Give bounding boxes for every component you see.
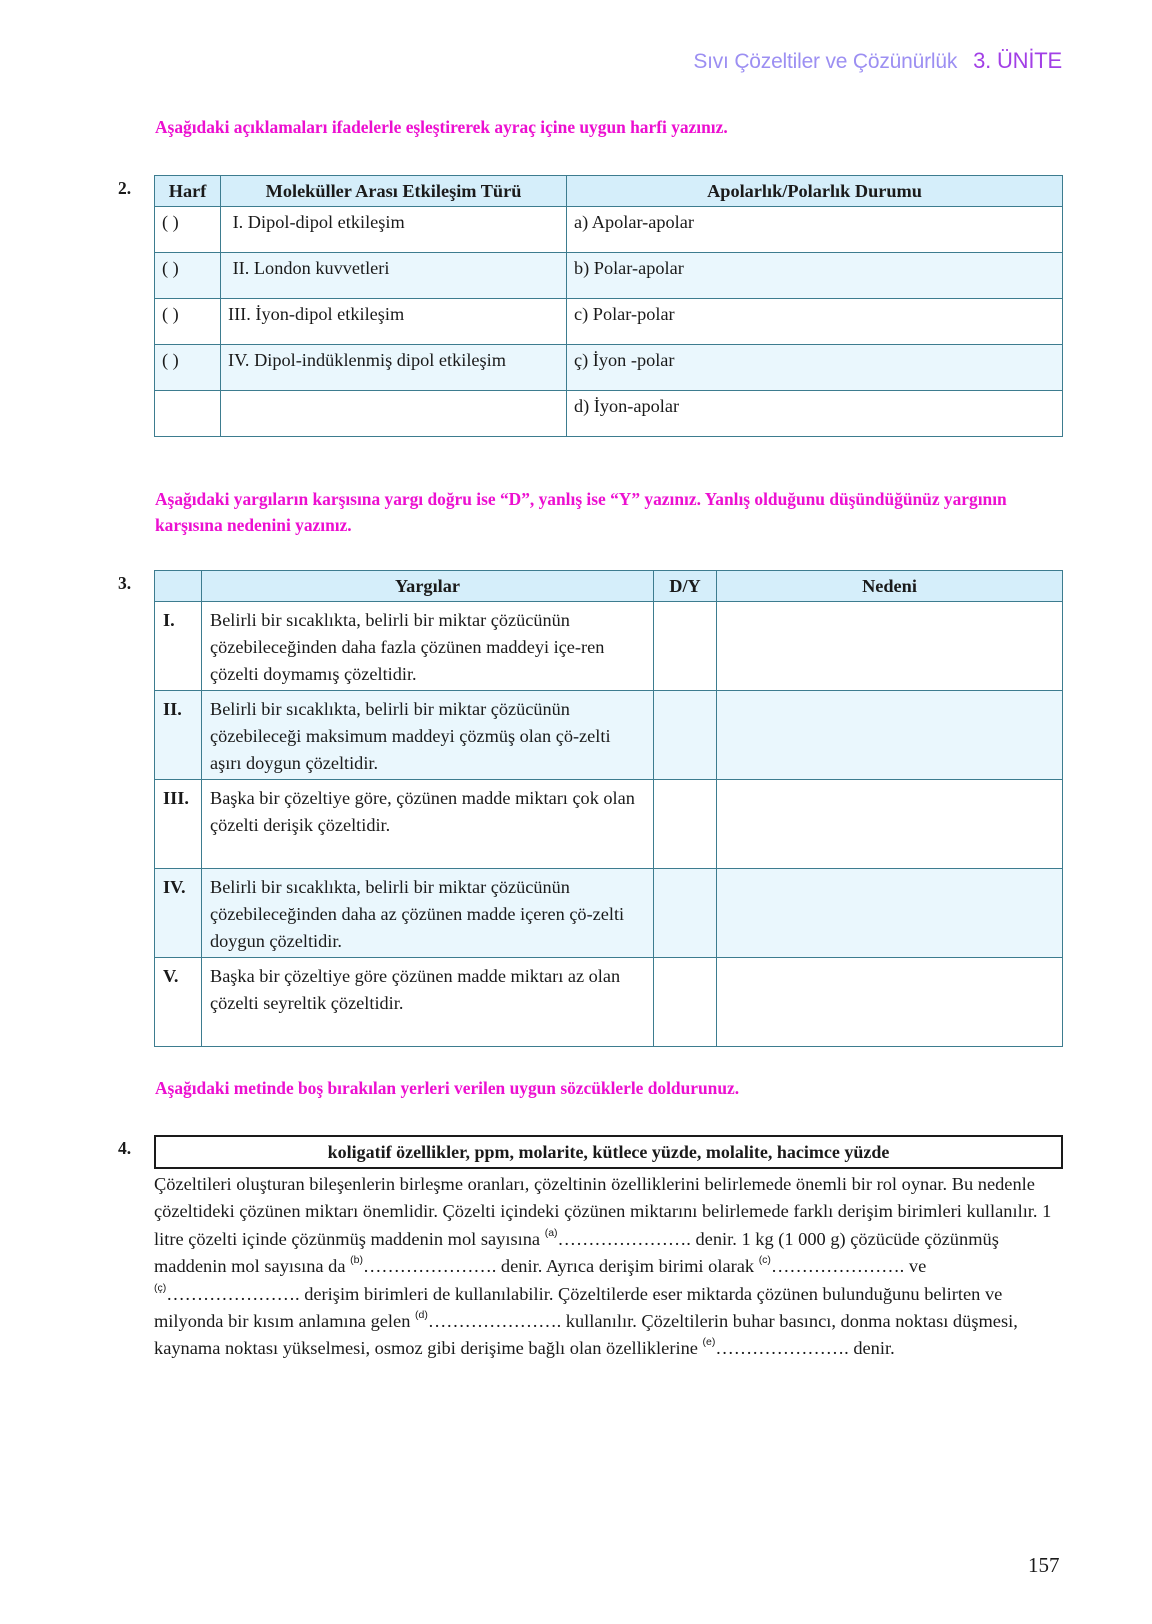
q4-number: 4.	[118, 1138, 132, 1158]
table-row	[155, 345, 1063, 391]
col-header-polarity: Apolarlık/Polarlık Durumu	[567, 176, 1063, 207]
text-segment: kullanılır. Çözeltilerin buhar basıncı, donma noktası düşmesi, kaynama noktası yükselmesi, osmoz gibi derişime bağlı olan özelliklerine	[154, 1311, 1018, 1359]
col-header-dy: D/Y	[654, 571, 717, 602]
running-head	[693, 48, 1062, 74]
dy-answer-cell[interactable]	[654, 869, 717, 958]
table-header-row	[155, 176, 1063, 207]
text-segment: ve	[904, 1256, 927, 1277]
dy-answer-cell[interactable]	[654, 691, 717, 780]
blank-marker-a: (a)	[544, 1226, 558, 1239]
blank-cc[interactable]: ………………….	[166, 1283, 300, 1304]
reason-cell[interactable]	[717, 602, 1063, 691]
statement-number: V.	[155, 958, 202, 1047]
statement-number: I.	[155, 602, 202, 691]
table-row	[155, 691, 1063, 780]
interaction-type: III. İyon-dipol etkileşim	[221, 299, 567, 345]
col-header-harf: Harf	[155, 176, 221, 207]
blank-marker-cc: (ç)	[154, 1281, 167, 1294]
statement-number: III.	[155, 780, 202, 869]
table-header-row	[155, 571, 1063, 602]
q2-instruction: Aşağıdaki açıklamaları ifadelerle eşleştirerek ayraç içine uygun harfi yazınız.	[155, 117, 728, 137]
empty-cell	[221, 391, 567, 437]
col-header-reason: Nedeni	[717, 571, 1063, 602]
blank-a[interactable]: ………………….	[557, 1228, 691, 1249]
empty-cell	[155, 391, 221, 437]
table-row	[155, 299, 1063, 345]
answer-blank[interactable]: ( )	[155, 207, 221, 253]
statement-text: Belirli bir sıcaklıkta, belirli bir miktar çözücünün çözebileceğinden daha az çözünen madde içeren çö-zelti doygun çözeltidir.	[202, 869, 654, 958]
q4-instruction: Aşağıdaki metinde boş bırakılan yerleri verilen uygun sözcüklerle doldurunuz.	[155, 1078, 740, 1098]
q3-number: 3.	[118, 573, 132, 593]
interaction-type: II. London kuvvetleri	[221, 253, 567, 299]
statement-text: Belirli bir sıcaklıkta, belirli bir miktar çözücünün çözebileceği maksimum maddeyi çözmüş olan çö-zelti aşırı doygun çözeltidir.	[202, 691, 654, 780]
blank-b[interactable]: ………………….	[362, 1256, 497, 1277]
text-segment: Çözeltileri oluşturan bileşenlerin birleşme oranları, çözeltinin özelliklerini belirlemede önemli bir rol oynar. Bu nedenle çözeltideki çözünen miktarı önemlidir. Çözelti içindeki çözünen miktarını belirlemede farklı derişim birimleri kullanılır. 1 litre çözelti içinde çözünmüş maddenin mol sayısına	[154, 1174, 1052, 1249]
col-header-number	[155, 571, 202, 602]
statement-text: Belirli bir sıcaklıkta, belirli bir miktar çözücünün çözebileceğinden daha fazla çözünen maddeyi içe-ren çözelti doymamış çözeltidir.	[202, 602, 654, 691]
q3-instruction: Aşağıdaki yargıların karşısına yargı doğru ise “D”, yanlış ise “Y” yazınız. Yanlış olduğunu düşündüğünüz yargının karşısına nedenini yazınız.	[155, 489, 1007, 535]
blank-marker-d: (d)	[415, 1309, 428, 1322]
answer-blank[interactable]: ( )	[155, 345, 221, 391]
reason-cell[interactable]	[717, 691, 1063, 780]
polarity-option: b) Polar-apolar	[567, 253, 1063, 299]
blank-marker-e: (e)	[702, 1336, 716, 1349]
col-header-interaction-type: Moleküller Arası Etkileşim Türü	[221, 176, 567, 207]
dy-answer-cell[interactable]	[654, 958, 717, 1047]
blank-e[interactable]: ………………….	[715, 1338, 849, 1359]
table-row	[155, 391, 1063, 437]
table-row	[155, 780, 1063, 869]
fill-in-paragraph	[154, 1171, 1066, 1363]
matching-table	[154, 175, 1063, 437]
blank-marker-b: (b)	[350, 1254, 363, 1267]
table-row	[155, 958, 1063, 1047]
polarity-option: d) İyon-apolar	[567, 391, 1063, 437]
answer-blank[interactable]: ( )	[155, 253, 221, 299]
text-segment: derişim birimleri de kullanılabilir. Çözeltilerde eser miktarda çözünen bulunduğunu belirten ve milyonda bir kısım anlamına gelen	[154, 1283, 1003, 1332]
page-number: 157	[1028, 1553, 1060, 1577]
polarity-option: a) Apolar-apolar	[567, 207, 1063, 253]
statement-text: Başka bir çözeltiye göre çözünen madde miktarı az olan çözelti seyreltik çözeltidir.	[202, 958, 654, 1047]
dy-answer-cell[interactable]	[654, 780, 717, 869]
reason-cell[interactable]	[717, 780, 1063, 869]
answer-blank[interactable]: ( )	[155, 299, 221, 345]
statement-number: IV.	[155, 869, 202, 958]
table-row	[155, 869, 1063, 958]
true-false-table	[154, 570, 1063, 1047]
blank-d[interactable]: ………………….	[427, 1311, 562, 1332]
blank-marker-c: (c)	[758, 1254, 771, 1267]
blank-c[interactable]: ………………….	[770, 1256, 905, 1277]
reason-cell[interactable]	[717, 958, 1063, 1047]
text-segment: denir.	[848, 1338, 895, 1359]
table-row	[155, 253, 1063, 299]
polarity-option: ç) İyon -polar	[567, 345, 1063, 391]
dy-answer-cell[interactable]	[654, 602, 717, 691]
q2-number: 2.	[118, 178, 132, 198]
interaction-type: I. Dipol-dipol etkileşim	[221, 207, 567, 253]
col-header-statements: Yargılar	[202, 571, 654, 602]
polarity-option: c) Polar-polar	[567, 299, 1063, 345]
chapter-title: Sıvı Çözeltiler ve Çözünürlük	[693, 50, 958, 73]
statement-number: II.	[155, 691, 202, 780]
interaction-type: IV. Dipol-indüklenmiş dipol etkileşim	[221, 345, 567, 391]
reason-cell[interactable]	[717, 869, 1063, 958]
table-row	[155, 207, 1063, 253]
word-bank-box: koligatif özellikler, ppm, molarite, kütlece yüzde, molalite, hacimce yüzde	[154, 1135, 1063, 1169]
table-row	[155, 602, 1063, 691]
text-segment: denir. Ayrıca derişim birimi olarak	[496, 1256, 759, 1277]
unit-label: 3. ÜNİTE	[973, 48, 1062, 73]
text-segment: denir. 1 kg (1 000 g) çözücüde çözünmüş maddenin mol sayısına da	[154, 1228, 999, 1277]
statement-text: Başka bir çözeltiye göre, çözünen madde miktarı çok olan çözelti derişik çözeltidir.	[202, 780, 654, 869]
